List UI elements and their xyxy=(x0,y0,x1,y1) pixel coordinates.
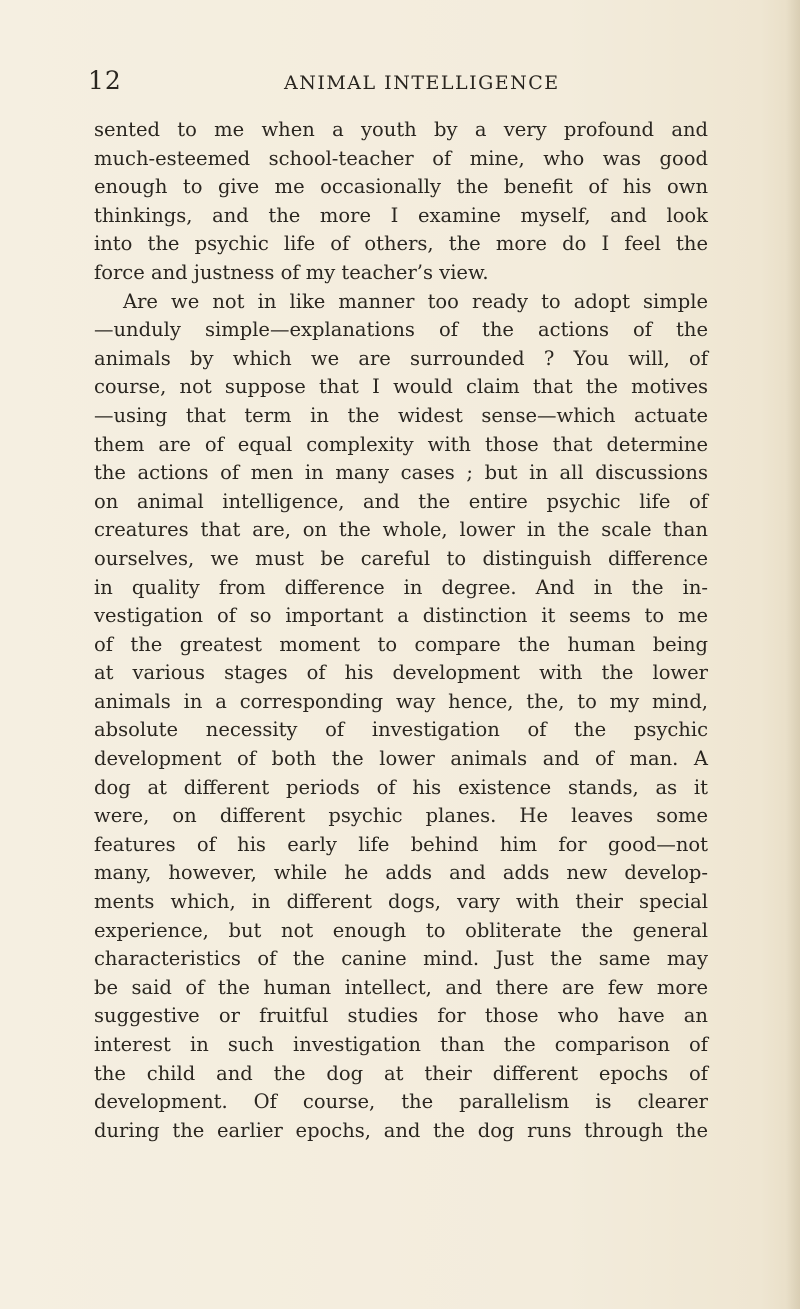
text-line: features of his early life behind him for good—not xyxy=(94,832,708,856)
text-line: vestigation of so important a distinction it seems to me xyxy=(94,604,708,628)
text-line: —unduly simple—explanations of the actions of the xyxy=(94,318,708,342)
text-line: of the greatest moment to compare the human being xyxy=(94,632,708,656)
text-line: creatures that are, on the whole, lower in the scale than xyxy=(94,518,708,542)
text-line: were, on different psychic planes. He leaves some xyxy=(94,804,708,828)
text-line: development of both the lower animals and of man. A xyxy=(94,747,708,771)
text-line: suggestive or fruitful studies for those who have an xyxy=(94,1004,708,1028)
text-line: many, however, while he adds and adds new develop- xyxy=(94,861,708,885)
text-line: at various stages of his development with the lower xyxy=(94,661,708,685)
text-line: interest in such investigation than the comparison of xyxy=(94,1033,708,1056)
body-text xyxy=(94,116,708,1145)
text-line: during the earlier epochs, and the dog runs through the xyxy=(94,1118,708,1142)
text-line: absolute necessity of investigation of the psychic xyxy=(94,718,708,742)
text-line: thinkings, and the more I examine myself, and look xyxy=(94,203,708,227)
text-line: much-esteemed school-teacher of mine, who was good xyxy=(94,146,708,170)
text-line: ments which, in different dogs, vary with their special xyxy=(94,890,708,914)
text-line: —using that term in the widest sense—which actuate xyxy=(94,403,708,427)
text-line: sented to me when a youth by a very profound and xyxy=(94,118,708,141)
text-line: force and justness of my teacher’s view. xyxy=(94,260,489,284)
text-line: course, not suppose that I would claim that the motives xyxy=(94,375,708,399)
text-line: animals in a corresponding way hence, the, to my mind, xyxy=(94,689,708,713)
text-line: ourselves, we must be careful to distinguish difference xyxy=(94,546,708,570)
text-line: into the psychic life of others, the more do I feel the xyxy=(94,232,708,256)
text-line: them are of equal complexity with those that determine xyxy=(94,432,708,456)
page-edge-shadow xyxy=(786,0,800,1309)
text-line: enough to give me occasionally the benefit of his own xyxy=(94,175,708,199)
running-head: ANIMAL INTELLIGENCE xyxy=(284,72,560,94)
text-line: animals by which we are surrounded ? You will, of xyxy=(94,346,708,370)
page-header xyxy=(0,66,800,96)
paragraph-start-line: Are we not in like manner too ready to adopt simple xyxy=(123,289,708,313)
text-line: in quality from difference in degree. And in the in- xyxy=(94,575,708,599)
text-line: development. Of course, the parallelism is clearer xyxy=(94,1090,708,1114)
text-line: the actions of men in many cases ; but in all discussions xyxy=(94,461,708,485)
text-line: characteristics of the canine mind. Just the same may xyxy=(94,947,708,971)
text-line: experience, but not enough to obliterate the general xyxy=(94,918,708,942)
page-number: 12 xyxy=(88,66,122,95)
text-line: be said of the human intellect, and there are few more xyxy=(94,975,708,999)
text-line: the child and the dog at their different epochs of xyxy=(94,1061,708,1085)
text-line: on animal intelligence, and the entire psychic life of xyxy=(94,489,708,513)
text-line: dog at different periods of his existence stands, as it xyxy=(94,775,708,799)
